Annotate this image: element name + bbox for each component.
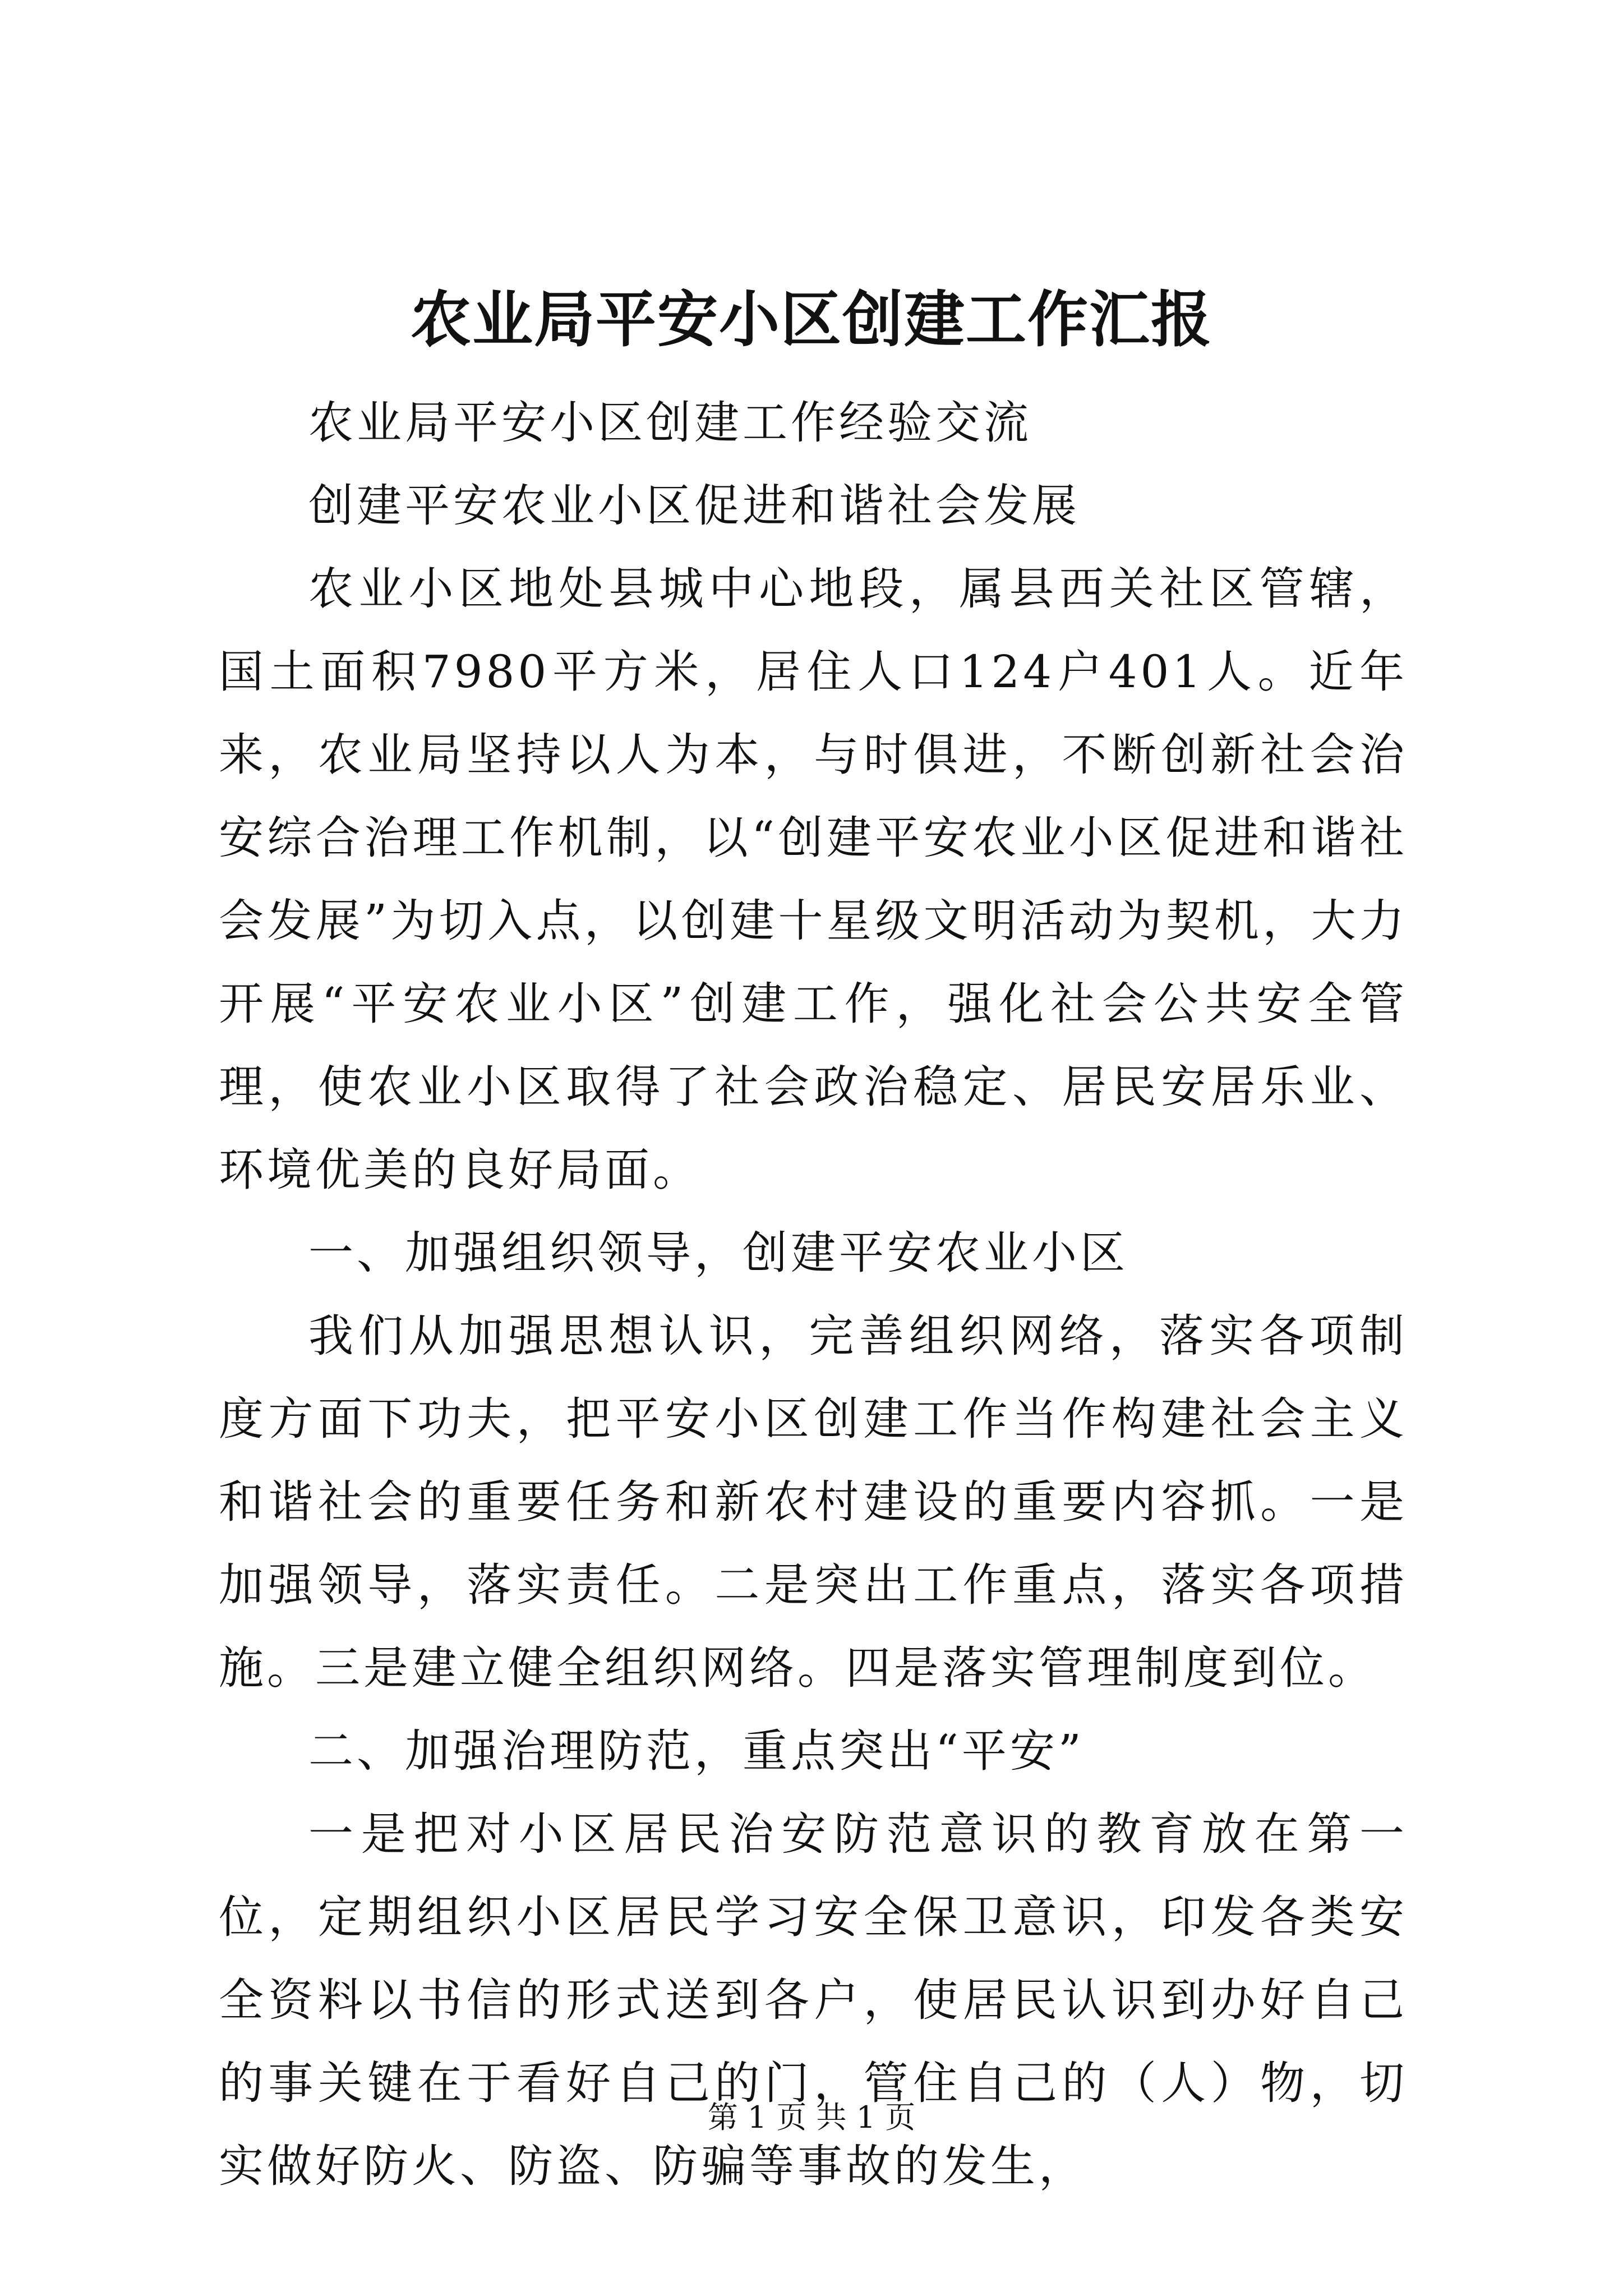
document-body bbox=[219, 381, 1408, 2208]
theme-paragraph: 创建平安农业小区促进和谐社会发展 bbox=[308, 480, 1080, 532]
page-footer: 第 1 页 共 1 页 bbox=[707, 2100, 916, 2135]
section-heading-2: 二、加强治理防范，重点突出“平安” bbox=[308, 1725, 1085, 1777]
section-2-paragraph: 一是把对小区居民治安防范意识的教育放在第一位，定期组织小区居民学习安全保卫意识，印发各类安全资料以书信的形式送到各户，使居民认识到办好自己的事关键在于看好自己的门，管住自己的（人）物，切实做好防火、防盗、防骗等事故的发生， bbox=[219, 1808, 1408, 2192]
section-1-paragraph: 我们从加强思想认识，完善组织网络，落实各项制度方面下功夫，把平安小区创建工作当作构建社会主义和谐社会的重要任务和新农村建设的重要内容抓。一是加强领导，落实责任。二是突出工作重点，落实各项措施。三是建立健全组织网络。四是落实管理制度到位。 bbox=[219, 1310, 1408, 1694]
document-title: 农业局平安小区创建工作汇报 bbox=[410, 284, 1212, 355]
section-heading-1: 一、加强组织领导，创建平安农业小区 bbox=[308, 1227, 1128, 1279]
intro-paragraph: 农业小区地处县城中心地段，属县西关社区管辖，国土面积7980平方米，居住人口124户401人。近年来，农业局坚持以人为本，与时俱进，不断创新社会治安综合治理工作机制，以“创建平安农业小区促进和谐社会发展”为切入点，以创建十星级文明活动为契机，大力开展“平安农业小区”创建工作，强化社会公共安全管理，使农业小区取得了社会政治稳定、居民安居乐业、环境优美的良好局面。 bbox=[219, 563, 1408, 1196]
subtitle-paragraph: 农业局平安小区创建工作经验交流 bbox=[308, 397, 1032, 449]
